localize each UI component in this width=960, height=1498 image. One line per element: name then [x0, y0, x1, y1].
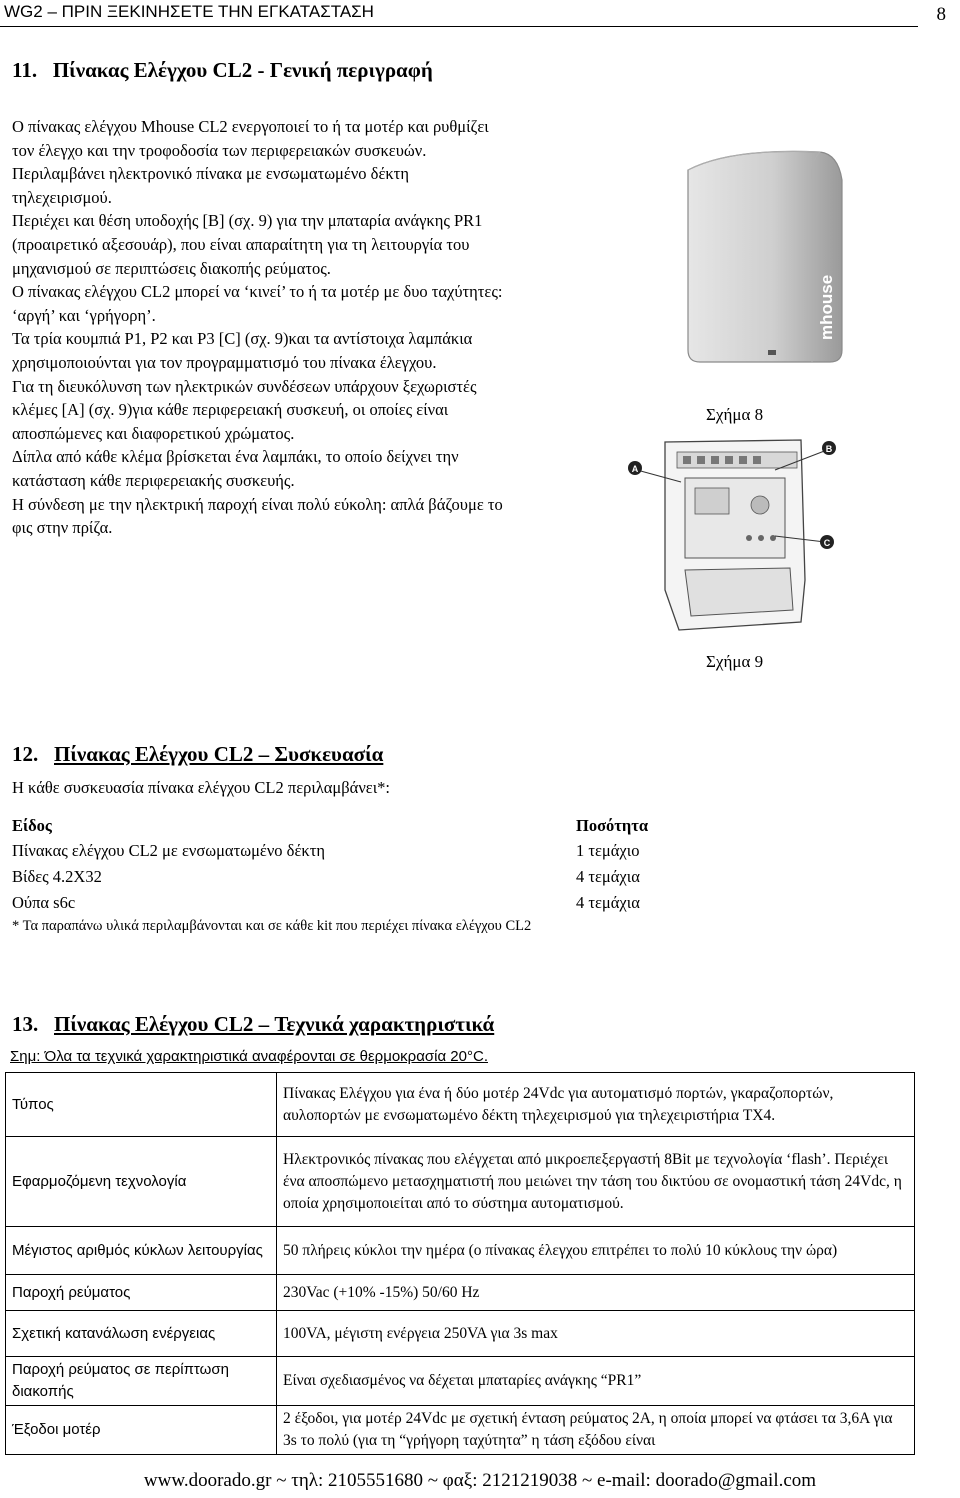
spec-row: [6, 1311, 915, 1357]
item-qty: 4 τεμάχια: [576, 893, 640, 912]
packaging-intro: Η κάθε συσκευασία πίνακα ελέγχου CL2 περιλαμβάνει*:: [12, 778, 390, 797]
brand-logo: mhouse: [817, 274, 836, 340]
column-header-qty: Ποσότητα: [576, 816, 649, 835]
item-name: Ούπα s6c: [12, 893, 76, 912]
packaging-footnote: * Τα παραπάνω υλικά περιλαμβάνονται και σε κάθε kit που περιέχει πίνακα ελέγχου CL2: [12, 918, 532, 934]
paragraph: Η σύνδεση με την ηλεκτρική παροχή είναι πολύ εύκολη: απλά βάζουμε το φις στην πρίζα.: [12, 494, 503, 538]
spec-key: Έξοδοι μοτέρ: [6, 1406, 277, 1455]
spec-value: 100VA, μέγιστη ενέργεια 250VA για 3s max: [277, 1311, 915, 1357]
figure-8-caption: Σχήμα 8: [706, 405, 764, 424]
section-12-heading: [12, 742, 383, 767]
section-number: 13.: [12, 1012, 39, 1036]
paragraph: Για τη διευκόλυνση των ηλεκτρικών συνδέσεων υπάρχουν ξεχωριστές κλέμες [A] (σχ. 9)για κάθε περιφερειακή συσκευή, οι οποίες είναι αποσπώμενες και διαφορετικού χρώματος.: [12, 376, 477, 443]
header-title: WG2 – ΠΡΙΝ ΞΕΚΙΝΗΣΕΤΕ ΤΗΝ ΕΓΚΑΤΑΣΤΑΣΗ: [4, 2, 374, 21]
paragraph: Τα τρία κουμπιά P1, P2 και P3 [C] (σχ. 9)και τα αντίστοιχα λαμπάκια χρησιμοποιούνται για τον προγραμματισμό του πίνακα έλεγχου.: [12, 329, 473, 372]
spec-key: Εφαρμοζόμενη τεχνολογία: [6, 1137, 277, 1227]
spec-row: [6, 1357, 915, 1406]
paragraph: Περιέχει και θέση υποδοχής [B] (σχ. 9) για την μπαταρία ανάγκης PR1 (προαιρετικό αξεσουάρ), που είναι απαραίτητη για τη λειτουργία του μηχανισμού σε περιπτώσεις διακοπής ρεύματος.: [12, 211, 483, 278]
packaging-header-row: [12, 816, 692, 836]
callout-label-b: B: [825, 444, 833, 454]
spec-row: [6, 1073, 915, 1137]
spec-key: Τύπος: [6, 1073, 277, 1137]
column-header-item: Είδος: [12, 816, 52, 835]
section-number: 11.: [12, 58, 38, 82]
paragraph: Δίπλα από κάθε κλέμα βρίσκεται ένα λαμπάκι, το οποίο δείχνει την κατάσταση κάθε περιφερειακής συσκευής.: [12, 447, 459, 490]
spec-value: Είναι σχεδιασμένος να δέχεται μπαταρίες ανάγκης “PR1”: [277, 1357, 915, 1406]
spec-value: 2 έξοδοι, για μοτέρ 24Vdc με σχετική ένταση ρεύματος 2A, η οποία μπορεί να φτάσει τα 3,6A για 3s το πολύ (για τη “γρήγορη ταχύτητα” η τάση εξόδου είναι: [277, 1406, 915, 1455]
spec-key: Σχετική κατανάλωση ενέργειας: [6, 1311, 277, 1357]
page-number: 8: [936, 4, 946, 25]
spec-key: Παροχή ρεύματος σε περίπτωση διακοπής: [6, 1357, 277, 1406]
section-title: Πίνακας Ελέγχου CL2 – Συσκευασία: [54, 742, 384, 766]
packaging-row: [12, 867, 692, 887]
page-header: [0, 0, 960, 30]
spec-row: [6, 1275, 915, 1311]
figure-8-enclosure-image: [660, 140, 860, 380]
header-rule: [0, 26, 918, 27]
figure-9-control-unit-image: [625, 430, 840, 640]
paragraph: Ο πίνακας ελέγχου Mhouse CL2 ενεργοποιεί το ή τα μοτέρ και ρυθμίζει τον έλεγχο και την τροφοδοσία των περιφερειακών συσκευών.: [12, 117, 489, 160]
technical-specs-table: [5, 1072, 915, 1455]
section-11-heading: [12, 58, 433, 83]
packaging-row: [12, 841, 692, 861]
spec-value: 230Vac (+10% -15%) 50/60 Hz: [277, 1275, 915, 1311]
packaging-row: [12, 893, 692, 913]
spec-key: Μέγιστος αριθμός κύκλων λειτουργίας: [6, 1227, 277, 1275]
section-title: Πίνακας Ελέγχου CL2 - Γενική περιγραφή: [52, 58, 433, 82]
page-footer: www.doorado.gr ~ τηλ: 2105551680 ~ φαξ: 2121219038 ~ e-mail: doorado@gmail.com: [143, 1470, 817, 1491]
item-qty: 1 τεμάχιο: [576, 841, 640, 860]
spec-value: 50 πλήρεις κύκλοι την ημέρα (ο πίνακας έλεγχου επιτρέπει το πολύ 10 κύκλους την ώρα): [277, 1227, 915, 1275]
spec-value: Πίνακας Ελέγχου για ένα ή δύο μοτέρ 24Vdc για αυτοματισμό πορτών, γκαραζοπορτών, αυλοπορτών με ενσωματωμένο δέκτη τηλεχειρισμού για τηλεχειριστήρια TX4.: [277, 1073, 915, 1137]
item-name: Βίδες 4.2Χ32: [12, 867, 102, 886]
paragraph: Ο πίνακας ελέγχου CL2 μπορεί να ‘κινεί’ το ή τα μοτέρ με δυο ταχύτητες: ‘αργή’ και ‘γρήγορη’.: [12, 282, 503, 325]
spec-row: [6, 1137, 915, 1227]
packaging-list: [12, 816, 712, 916]
callout-label-a: A: [631, 464, 639, 474]
spec-row: [6, 1227, 915, 1275]
section-13-heading: [12, 1012, 494, 1037]
temperature-note: Σημ: Όλα τα τεχνικά χαρακτηριστικά αναφέρονται σε θερμοκρασία 20°C.: [10, 1048, 488, 1065]
section-number: 12.: [12, 742, 39, 766]
spec-row: [6, 1406, 915, 1455]
figure-9-caption: Σχήμα 9: [706, 652, 764, 671]
item-name: Πίνακας ελέγχου CL2 με ενσωματωμένο δέκτη: [12, 841, 325, 860]
paragraph: Περιλαμβάνει ηλεκτρονικό πίνακα με ενσωματωμένο δέκτη τηλεχειρισμού.: [12, 164, 409, 207]
section-11-body: [12, 115, 512, 540]
item-qty: 4 τεμάχια: [576, 867, 640, 886]
section-title: Πίνακας Ελέγχου CL2 – Τεχνικά χαρακτηριστικά: [54, 1012, 495, 1036]
callout-label-c: C: [823, 538, 831, 548]
spec-key: Παροχή ρεύματος: [6, 1275, 277, 1311]
spec-value: Ηλεκτρονικός πίνακας που ελέγχεται από μικροεπεξεργαστή 8Bit με τεχνολογία ‘flash’. Περιέχει ένα αποσπώμενο μετασχηματιστή που μειώνει την τάση του δικτύου σε ονομαστική τάση 24Vdc, η οποία χρησιμοποιείται από το σύστημα αυτοματισμού.: [277, 1137, 915, 1227]
